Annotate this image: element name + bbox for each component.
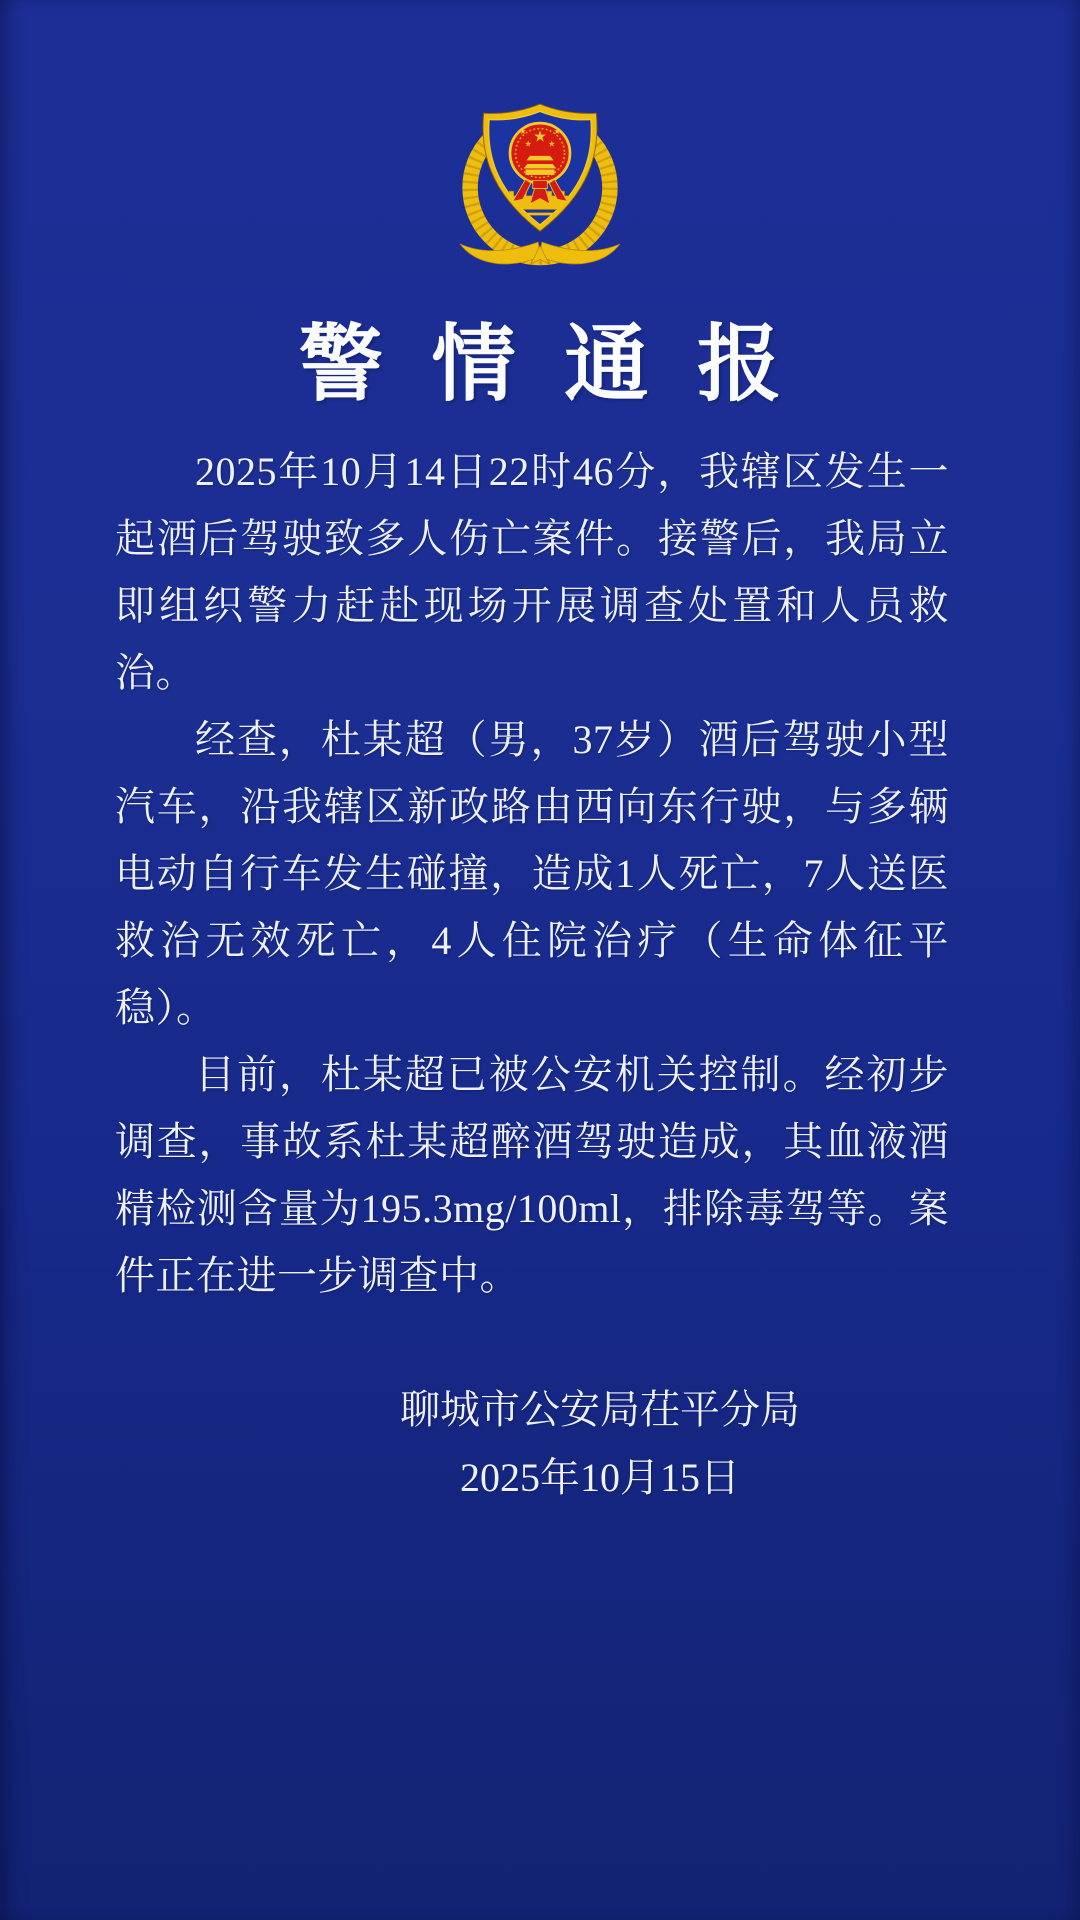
svg-text:★: ★ (533, 127, 547, 146)
paragraph-case-status: 目前，杜某超已被公安机关控制。经初步调查，事故系杜某超醉酒驾驶造成，其血液酒精检测含量为195.3mg/100ml，排除毒驾等。案件正在进一步调查中。 (115, 1052, 949, 1298)
paragraph-investigation: 经查，杜某超（男，37岁）酒后驾驶小型汽车，沿我辖区新政路由西向东行驶，与多辆电动自行车发生碰撞，造成1人死亡，7人送医救治无效死亡，4人住院治疗（生命体征平稳）。 (115, 717, 949, 1030)
paragraph-incident: 2025年10月14日22时46分，我辖区发生一起酒后驾驶致多人伤亡案件。接警后，我局立即组织警力赶赴现场开展调查处置和人员救治。 (115, 449, 949, 695)
signature-block (400, 1376, 800, 1512)
police-badge-icon (449, 95, 631, 273)
svg-text:★: ★ (553, 126, 561, 137)
svg-text:★: ★ (548, 138, 556, 149)
issue-date: 2025年10月15日 (460, 1455, 740, 1500)
svg-text:★: ★ (524, 138, 532, 149)
issuing-agency: 聊城市公安局茌平分局 (400, 1387, 800, 1432)
notice-body (115, 438, 949, 1309)
notice-title: 警情通报 (298, 319, 830, 412)
svg-text:★: ★ (519, 126, 527, 137)
police-badge (449, 95, 631, 273)
